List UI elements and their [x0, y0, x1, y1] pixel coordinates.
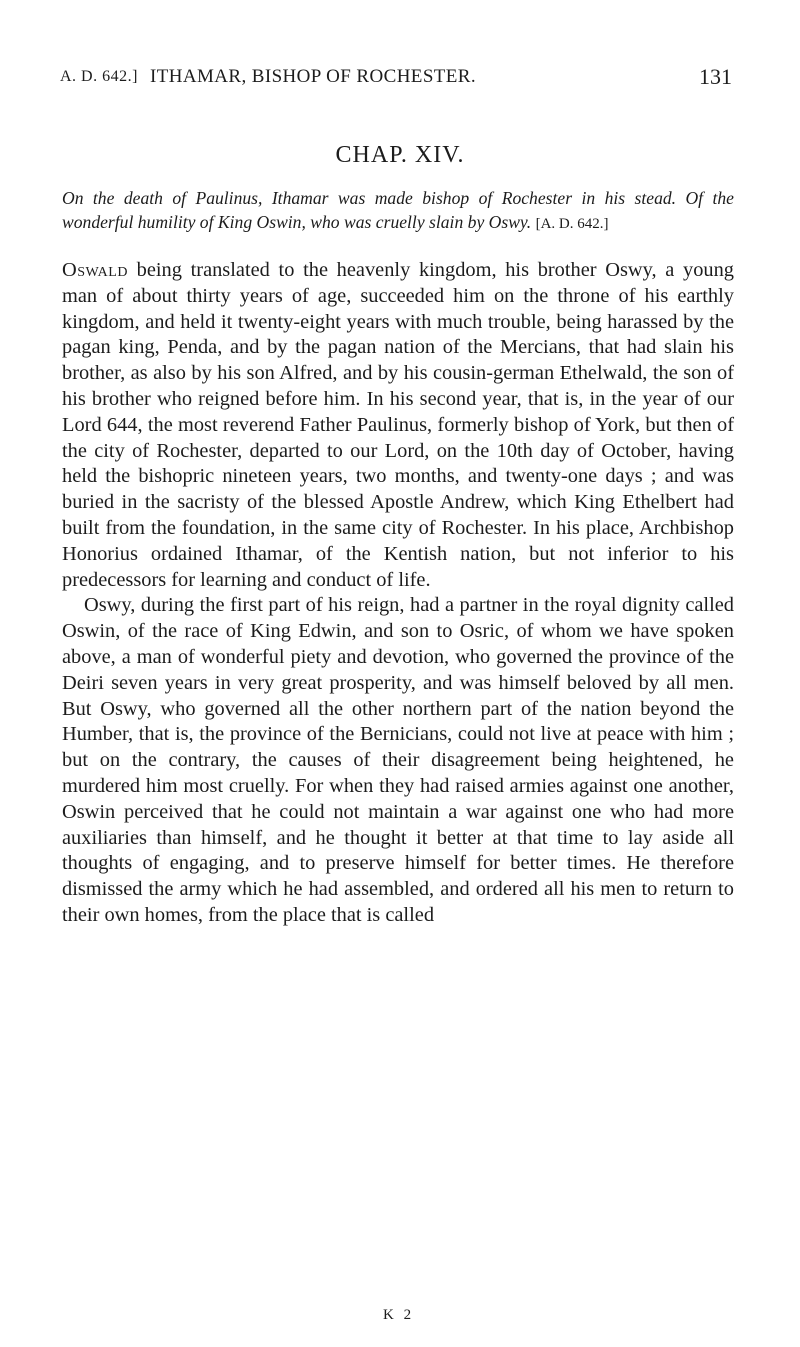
- paragraph-1-text: being translated to the heavenly kingdom, his brother Oswy, a young man of about thirty years of age, succeeded him on the throne of his earthly kingdom, and held it twenty-eight years with much trouble, being harassed by the pagan king, Penda, and by the pagan nation of the Mercians, that had slain his brother, as also by his son Alfred, and by his cousin-german Ethelwald, the son of his brother who reigned before him. In his second year, that is, in the year of our Lord 644, the most reverend Father Paulinus, formerly bishop of York, but then of the city of Rochester, departed to our Lord, on the 10th day of October, having held the bishopric nineteen years, two months, and twenty-one days ; and was buried in the sacristy of the blessed Apostle Andrew, which King Ethelbert had built from the foundation, in the same city of Rochester. In his place, Archbishop Honorius ordained Ithamar, of the Kentish nation, but not inferior to his predecessors for learning and conduct of life.: [62, 259, 734, 591]
- chapter-title: CHAP. XIV.: [335, 142, 465, 168]
- synopsis-date: [A. D. 642.]: [535, 216, 609, 232]
- running-head: [60, 64, 732, 98]
- synopsis-text: On the death of Paulinus, Ithamar was made bishop of Rochester in his stead. Of the wonderful humility of King Oswin, who was cruelly slain by Oswy.: [62, 188, 734, 232]
- paragraph-1: [62, 258, 734, 593]
- chapter-synopsis: [62, 186, 734, 236]
- signature-mark: K 2: [383, 1307, 415, 1323]
- body-text: [62, 258, 734, 929]
- page-number: 131: [699, 64, 732, 89]
- running-head-title: ITHAMAR, BISHOP OF ROCHESTER.: [150, 66, 477, 87]
- paragraph-2: Oswy, during the first part of his reign, had a partner in the royal dignity called Oswin, of the race of King Edwin, and son to Osric, of whom we have spoken above, a man of wonderful piety and devotion, who governed the province of the Deiri seven years in very great prosperity, and was himself beloved by all men. But Oswy, who governed all the other northern part of the nation beyond the Humber, that is, the province of the Bernicians, could not live at peace with him ; but on the contrary, the causes of their disagreement being heightened, he murdered him most cruelly. For when they had raised armies against one another, Oswin perceived that he could not maintain a war against one who had more auxiliaries than himself, and he thought it better at that time to lay aside all thoughts of engaging, and to preserve himself for better times. He therefore dismissed the army which he had assembled, and ordered all his men to return to their own homes, from the place that is called: [62, 594, 734, 926]
- running-head-date: A. D. 642.]: [60, 68, 138, 85]
- paragraph-1-lead-word: Oswald: [62, 259, 128, 281]
